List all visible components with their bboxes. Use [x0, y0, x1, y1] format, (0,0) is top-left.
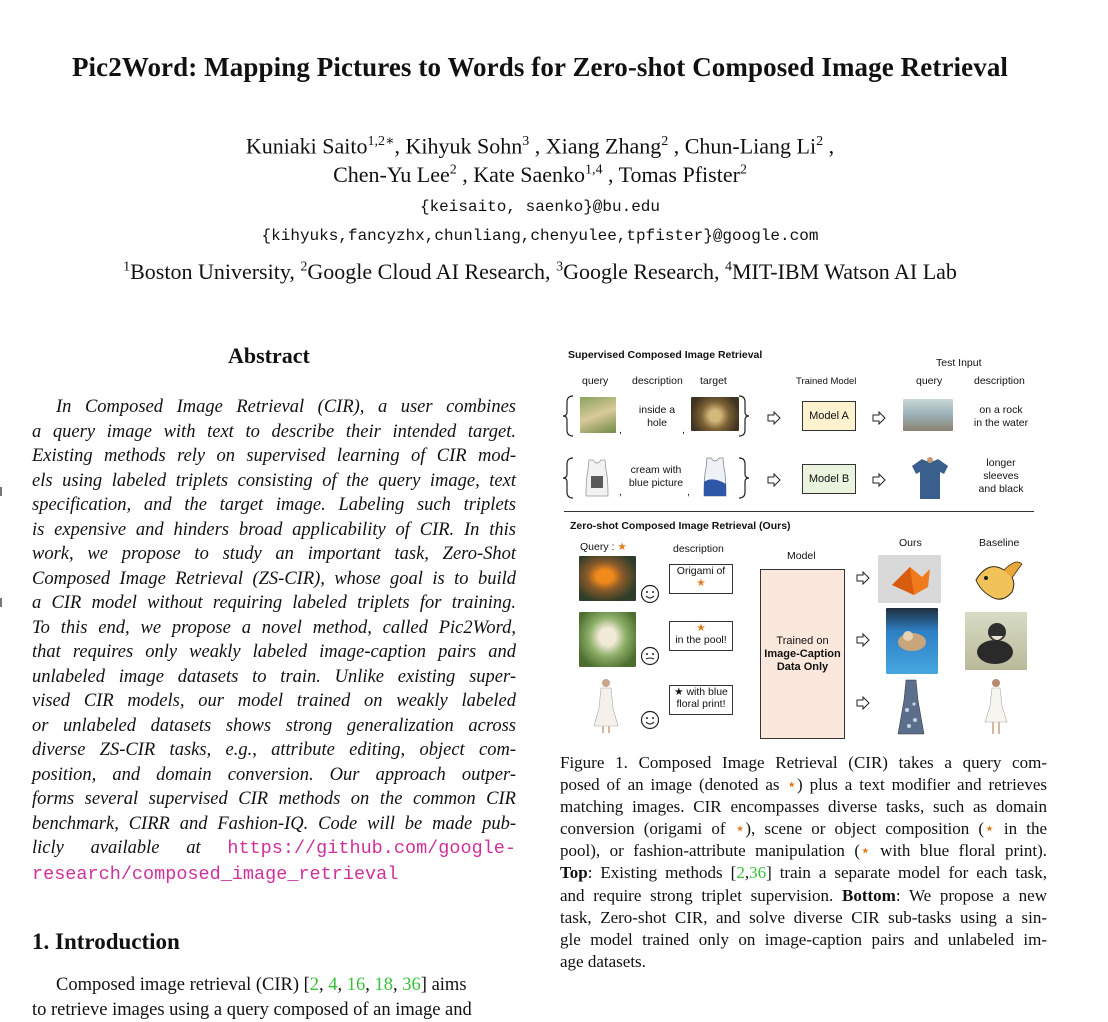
arrow-icon [872, 411, 886, 425]
arrow-icon [872, 473, 886, 487]
intro-line: to retrieve images using a query composed of an image and [32, 998, 516, 1022]
paper-title: Pic2Word: Mapping Pictures to Words for Zero-shot Composed Image Retrieval [0, 52, 1080, 83]
citation-link[interactable]: 4 [328, 975, 337, 995]
caption-line: task, Zero-shot CIR, and solve diverse CIR sub-tasks using a sin- [560, 907, 1047, 929]
author-sup: 2 [816, 134, 823, 149]
query-image-dress [592, 678, 620, 734]
test-image-tshirt [910, 457, 950, 501]
author-name: , Kate Saenko [457, 162, 585, 187]
target-image-blue-tanktop [698, 456, 732, 498]
test-desc-line: sleeves [983, 470, 1019, 482]
author-sup: 1,2∗ [368, 134, 395, 149]
ours-label: Ours [899, 537, 922, 549]
arrow-icon [856, 696, 870, 710]
author-name: , Tomas Pfister [603, 162, 740, 187]
abstract-line: or unlabeled datasets shows strong generalization across [32, 714, 516, 739]
star-icon: ★ [617, 541, 626, 553]
neutral-face-icon [640, 646, 660, 666]
author-sup: 2 [450, 163, 457, 178]
abstract-line: Existing methods rely on supervised learning of CIR mod- [32, 444, 516, 469]
test-image-rock-water [903, 399, 953, 431]
author-name: , Xiang Zhang [529, 133, 661, 158]
comma: , [687, 486, 690, 498]
affil-sup: 2 [300, 260, 307, 275]
author-sup: 2 [661, 134, 668, 149]
ours-result-origami [878, 555, 941, 603]
zs-model-box [760, 569, 845, 739]
caption-line: and require strong triplet supervision. Bottom: We propose a new [560, 885, 1047, 907]
intro-text: ] aims [421, 975, 467, 995]
code-link[interactable]: https://github.com/google- [227, 838, 516, 859]
col-query: query [582, 375, 608, 387]
bottom-description-label: description [673, 543, 724, 555]
comma: , [619, 424, 622, 436]
abstract-line: work, we propose to study an important task, Zero-Shot [32, 542, 516, 567]
abstract-line: vised CIR models, our model trained on weakly labeled [32, 689, 516, 714]
abstract-line: To this end, we propose a novel method, called Pic2Word, [32, 616, 516, 641]
arrow-icon [767, 411, 781, 425]
caption-line: Top: Existing methods [2,36] train a separate model for each task, [560, 862, 1047, 884]
citation-link[interactable]: 16 [347, 975, 366, 995]
caption-line: age datasets. [560, 951, 1047, 973]
abstract-line: that requires only weakly labeled image-caption pairs and [32, 640, 516, 665]
caption-line: Figure 1. Composed Image Retrieval (CIR) takes a query com- [560, 752, 1047, 774]
caption-line: matching images. CIR encompasses diverse tasks, such as domain [560, 796, 1047, 818]
test-desc-line: in the water [974, 417, 1028, 429]
test-desc-line: longer [986, 457, 1015, 469]
bubble-text: floral print! [676, 698, 725, 710]
test-description-label: description [974, 375, 1025, 387]
abstract-line [32, 836, 516, 862]
code-link-cont[interactable]: research/composed_image_retrieval [32, 864, 398, 885]
citation-link[interactable]: 18 [375, 975, 394, 995]
row1-test-desc [970, 404, 1032, 430]
comma: , [619, 486, 622, 498]
abstract-line: diverse ZS-CIR tasks, e.g., attribute editing, object com- [32, 738, 516, 763]
citation-link[interactable]: 36 [402, 975, 421, 995]
affil-name: Google Cloud AI Research, [307, 259, 556, 284]
abstract-line: In Composed Image Retrieval (CIR), a user combines [32, 395, 516, 420]
ours-result-floral-dress [897, 678, 925, 736]
abstract-line: position, and domain conversion. Our approach outper- [32, 763, 516, 788]
author-line-1 [0, 133, 1080, 159]
model-b-box: Model B [802, 464, 856, 494]
row2-desc [626, 464, 686, 490]
baseline-result-white-dress [983, 678, 1009, 736]
abstract-body [32, 395, 516, 887]
caption-line: pool), or fashion-attribute manipulation (⋆ with blue floral print). [560, 840, 1047, 862]
caption-line: posed of an image (denoted as ⋆) plus a text modifier and retrieves [560, 774, 1047, 796]
query-image-dog [579, 612, 636, 667]
figure-1 [560, 340, 1050, 740]
model-box-text: Data Only [777, 661, 828, 674]
caption-line: gle model trained only on image-caption pairs and unlabeled im- [560, 929, 1047, 951]
row2-desc-line: cream with [631, 464, 682, 476]
author-sup: 1,4 [585, 163, 603, 178]
author-name: Chen-Yu Lee [333, 162, 450, 187]
email-line-1: {keisaito, saenko}@bu.edu [0, 198, 1080, 216]
affil-sup: 3 [556, 260, 563, 275]
bottom-model-label: Model [787, 550, 816, 562]
abstract-heading: Abstract [228, 343, 310, 369]
star-icon: ★ [696, 577, 705, 589]
query-image-goldfish [579, 556, 636, 601]
affil-sup: 4 [725, 260, 732, 275]
model-a-box: Model A [802, 401, 856, 431]
text-bubble-origami [669, 564, 733, 594]
query-image-puppy [580, 397, 616, 433]
query-image-tanktop [580, 458, 614, 498]
caption-line: conversion (origami of ⋆), scene or object composition (⋆ in the [560, 818, 1047, 840]
test-input-label: Test Input [936, 357, 982, 369]
baseline-result-dog [965, 612, 1027, 670]
abstract-line: Composed Image Retrieval (ZS-CIR), whose goal is to build [32, 567, 516, 592]
abstract-text: licly available at [32, 838, 227, 858]
author-name: , Kihyuk Sohn [395, 133, 523, 158]
query-label-text: Query : [580, 541, 614, 553]
margin-marker [0, 487, 2, 496]
affil-sup: 1 [123, 260, 130, 275]
figure-divider [564, 511, 1034, 512]
zero-shot-title: Zero-shot Composed Image Retrieval (Ours) [570, 520, 791, 532]
affiliations [0, 259, 1080, 285]
row2-test-desc [970, 457, 1032, 496]
intro-heading: 1. Introduction [32, 929, 180, 955]
citation-link[interactable]: 2 [310, 975, 319, 995]
supervised-title: Supervised Composed Image Retrieval [568, 349, 762, 361]
target-image-dog-hole [691, 397, 739, 431]
abstract-line: a CIR model without requiring labeled triplets for training. [32, 591, 516, 616]
star-icon: ★ [696, 622, 705, 634]
author-name: , Chun-Liang Li [668, 133, 816, 158]
abstract-line: els using labeled triplets consisting of the query image, text [32, 469, 516, 494]
author-line-2 [0, 162, 1080, 188]
email-line-2: {kihyuks,fancyzhx,chunliang,chenyulee,tpfister}@google.com [0, 227, 1080, 245]
baseline-label: Baseline [979, 537, 1019, 549]
intro-line: Composed image retrieval (CIR) [2, 4, 16, 18, 36] aims [32, 973, 516, 998]
smiley-icon [640, 710, 660, 730]
col-trained-model: Trained Model [796, 376, 856, 387]
margin-marker [0, 598, 2, 607]
arrow-icon [856, 571, 870, 585]
smiley-icon [640, 584, 660, 604]
affil-name: MIT-IBM Watson AI Lab [732, 259, 957, 284]
model-box-text: Image-Caption [764, 648, 840, 661]
text-bubble-floral [669, 685, 733, 715]
test-desc-line: and black [979, 483, 1024, 495]
abstract-line: is expensive and hinders broad applicability of CIR. In this [32, 518, 516, 543]
text-bubble-pool [669, 621, 733, 651]
abstract-line [32, 862, 516, 888]
ours-result-pool-dog [886, 608, 938, 674]
abstract-line: a query image with text to describe their intended target. [32, 420, 516, 445]
row1-desc-line: hole [647, 417, 667, 429]
query-label [580, 541, 627, 553]
col-target: target [700, 375, 727, 387]
abstract-line: benchmark, CIRR and Fashion-IQ. Code will be made pub- [32, 812, 516, 837]
row2-desc-line: blue picture [629, 477, 683, 489]
author-sup: 3 [522, 134, 529, 149]
figure-caption [560, 752, 1047, 973]
baseline-result-goldfish-drawing [968, 552, 1024, 608]
test-desc-line: on a rock [979, 404, 1022, 416]
model-box-text: Trained on [776, 635, 828, 648]
row1-desc-line: inside a [639, 404, 675, 416]
col-description: description [632, 375, 683, 387]
abstract-line: unlabeled image datasets to train. Unlike existing super- [32, 665, 516, 690]
intro-text: Composed image retrieval (CIR) [ [56, 975, 310, 995]
bubble-text: Origami of [677, 565, 725, 577]
bubble-text: ★ with blue [674, 686, 728, 698]
arrow-icon [856, 633, 870, 647]
arrow-icon [767, 473, 781, 487]
row1-desc [634, 404, 680, 430]
test-query-label: query [916, 375, 942, 387]
abstract-line: specification, and the target image. Labeling such triplets [32, 493, 516, 518]
affil-name: Google Research, [563, 259, 725, 284]
comma: , [682, 424, 685, 436]
bubble-text: in the pool! [675, 634, 726, 646]
affil-name: Boston University, [130, 259, 300, 284]
author-name: Kuniaki Saito [246, 133, 368, 158]
author-sup: 2 [740, 163, 747, 178]
intro-body [32, 973, 516, 1022]
author-sep: , [823, 133, 834, 158]
abstract-line: forms several supervised CIR methods on the common CIR [32, 787, 516, 812]
